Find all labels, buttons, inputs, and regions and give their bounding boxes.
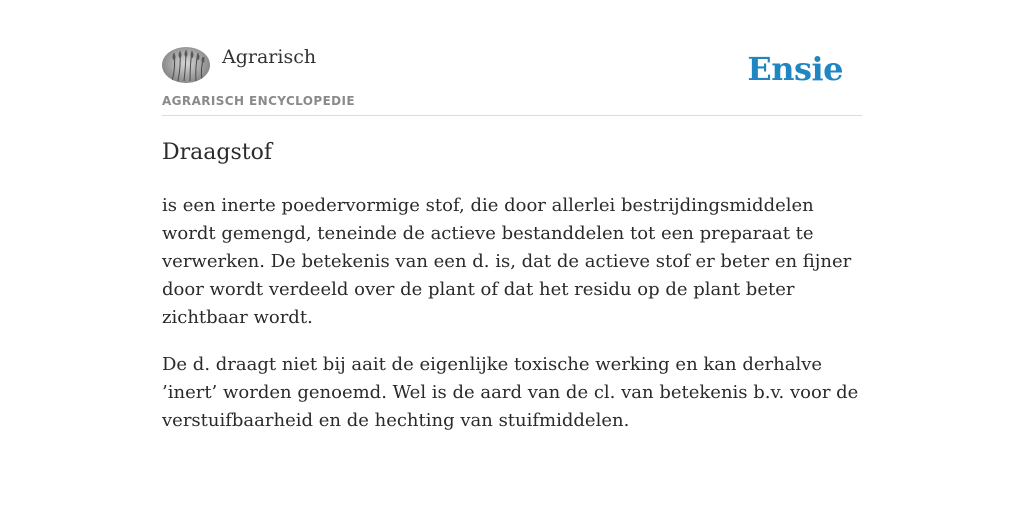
brand-logo-link[interactable]: Ensie <box>747 50 843 88</box>
site-header <box>162 0 862 116</box>
site-name-link[interactable]: Agrarisch <box>222 46 317 68</box>
wheat-logo-icon[interactable] <box>162 47 210 83</box>
article-body <box>162 192 862 454</box>
article-paragraph-2: De d. draagt niet bij aait de eigenlijke toxische werking en kan derhalve ’inert’ worden genoemd. Wel is de aard van de cl. van betekenis b.v. voor de verstuifbaarheid en de hechting van stuifmiddelen. <box>162 354 859 431</box>
site-subtitle[interactable]: AGRARISCH ENCYCLOPEDIE <box>162 94 355 108</box>
article-paragraph-1: is een inerte poedervormige stof, die door allerlei bestrijdingsmiddelen wordt gemengd, teneinde de actieve bestanddelen tot een preparaat te verwerken. De betekenis van een d. is, dat de actieve stof er beter en fijner door wordt verdeeld over de plant of dat het residu op de plant beter zichtbaar wordt. <box>162 195 852 328</box>
page-container <box>162 0 862 431</box>
article-title: Draagstof <box>162 140 272 165</box>
